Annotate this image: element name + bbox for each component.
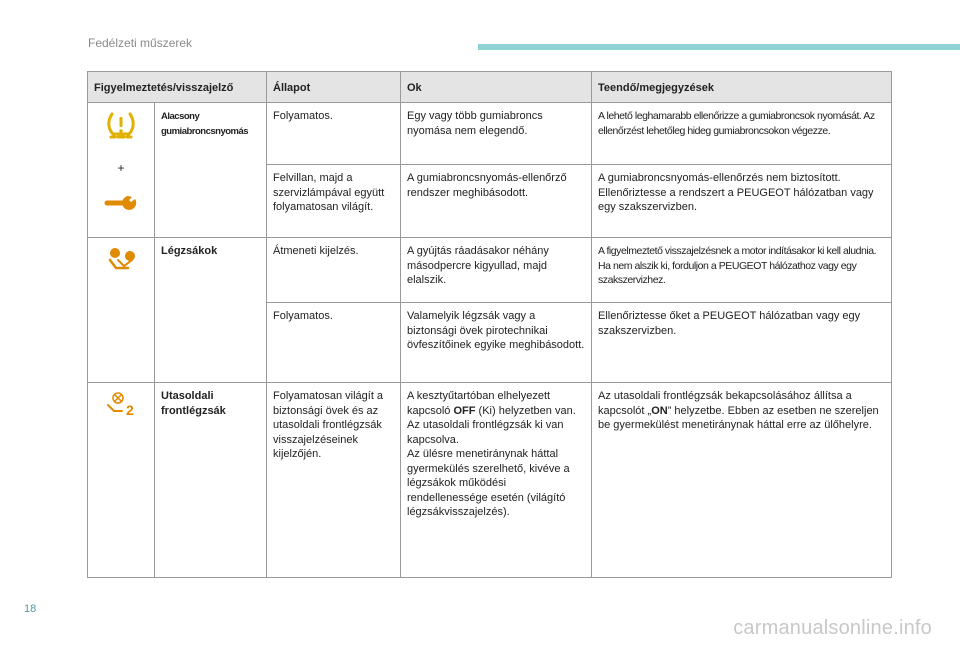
passenger-airbag-off-icon [90, 391, 152, 417]
cause-text: (Ki) helyzetben van. [475, 404, 576, 417]
state-cell: Folyamatosan világít a biztonsági övek és az utasoldali frontlégzsák visszajelzéseinek kijelzőjén. [267, 383, 401, 578]
warning-name: Légzsákok [161, 245, 218, 257]
state-cell: Folyamatos. [267, 303, 401, 383]
cause-cell [401, 383, 592, 578]
on-label: ON [651, 404, 668, 417]
cause-text: Az ülésre menetiránynak háttal gyermekülés szerelhető, kivéve a légzsákok működési rendellenessége esetén (világító légzsákvisszajelzés). [407, 448, 570, 518]
icon-cell-tyre [88, 103, 155, 238]
table-row [88, 238, 892, 303]
watermark: carmanualsonline.info [733, 617, 932, 639]
state-cell: Folyamatos. [267, 103, 401, 165]
table-header-row [88, 72, 892, 103]
tyre-pressure-warning-icon [90, 111, 152, 141]
column-header-state: Állapot [267, 72, 401, 103]
row-name-tyre [155, 103, 267, 238]
row-name-airbag [155, 238, 267, 383]
action-cell: A lehető leghamarabb ellenőrizze a gumiabroncsok nyomását. Az ellenőrzést lehetőleg hideg gumiabroncsokon végezze. [592, 103, 892, 165]
row-name-passenger-airbag [155, 383, 267, 578]
table-row [88, 103, 892, 165]
action-cell [592, 383, 892, 578]
svg-text:2: 2 [126, 402, 134, 417]
cause-cell: A gyújtás ráadásakor néhány másodpercre kigyullad, majd elalszik. [401, 238, 592, 303]
section-title: Fedélzeti műszerek [88, 36, 193, 50]
page-number: 18 [24, 603, 37, 615]
warning-name: Utasoldali frontlégzsák [161, 390, 226, 417]
action-text: Az utasoldali frontlégzsák bekapcsolásához állítsa a kapcsolót „ [598, 390, 852, 417]
cause-cell: A gumiabroncsnyomás-ellenőrző rendszer meghibásodott. [401, 165, 592, 238]
table-row [88, 383, 892, 578]
wrench-service-icon [90, 194, 152, 212]
airbag-icon [90, 246, 152, 274]
warning-lights-table [87, 71, 892, 578]
icon-cell-airbag [88, 238, 155, 383]
cause-text: Az utasoldali frontlégzsák ki van kapcsolva. [407, 419, 564, 446]
column-header-action: Teendő/megjegyzések [592, 72, 892, 103]
cause-cell: Egy vagy több gumiabroncs nyomása nem elegendő. [401, 103, 592, 165]
icon-cell-passenger-airbag [88, 383, 155, 578]
action-text: ” helyzetbe. Ebben az esetben ne szereljen be gyermekülést menetiránynak háttal erre az ülőhelyre. [598, 404, 879, 431]
state-cell: Felvillan, majd a szervizlámpával együtt folyamatosan világít. [267, 165, 401, 238]
cause-cell: Valamelyik légzsák vagy a biztonsági övek pirotechnikai övfeszítőinek egyike meghibásodott. [401, 303, 592, 383]
warning-name: Alacsony gumiabroncsnyomás [161, 111, 249, 137]
cause-text: A kesztyűtartóban elhelyezett kapcsoló [407, 390, 551, 417]
action-cell: A figyelmeztető visszajelzésnek a motor indításakor ki kell aludnia. Ha nem alszik ki, forduljon a PEUGEOT hálózathoz vagy egy szakszervizhez. [592, 238, 892, 303]
column-header-cause: Ok [401, 72, 592, 103]
action-cell: A gumiabroncsnyomás-ellenőrzés nem biztosított. Ellenőriztesse a rendszert a PEUGEOT hálózatban vagy egy szakszervizben. [592, 165, 892, 238]
header-accent-bar [478, 44, 960, 50]
state-cell: Átmeneti kijelzés. [267, 238, 401, 303]
plus-sign: + [117, 161, 125, 175]
off-label: OFF [453, 404, 476, 417]
column-header-warning: Figyelmeztetés/visszajelző [88, 72, 267, 103]
action-cell: Ellenőriztesse őket a PEUGEOT hálózatban vagy egy szakszervizben. [592, 303, 892, 383]
